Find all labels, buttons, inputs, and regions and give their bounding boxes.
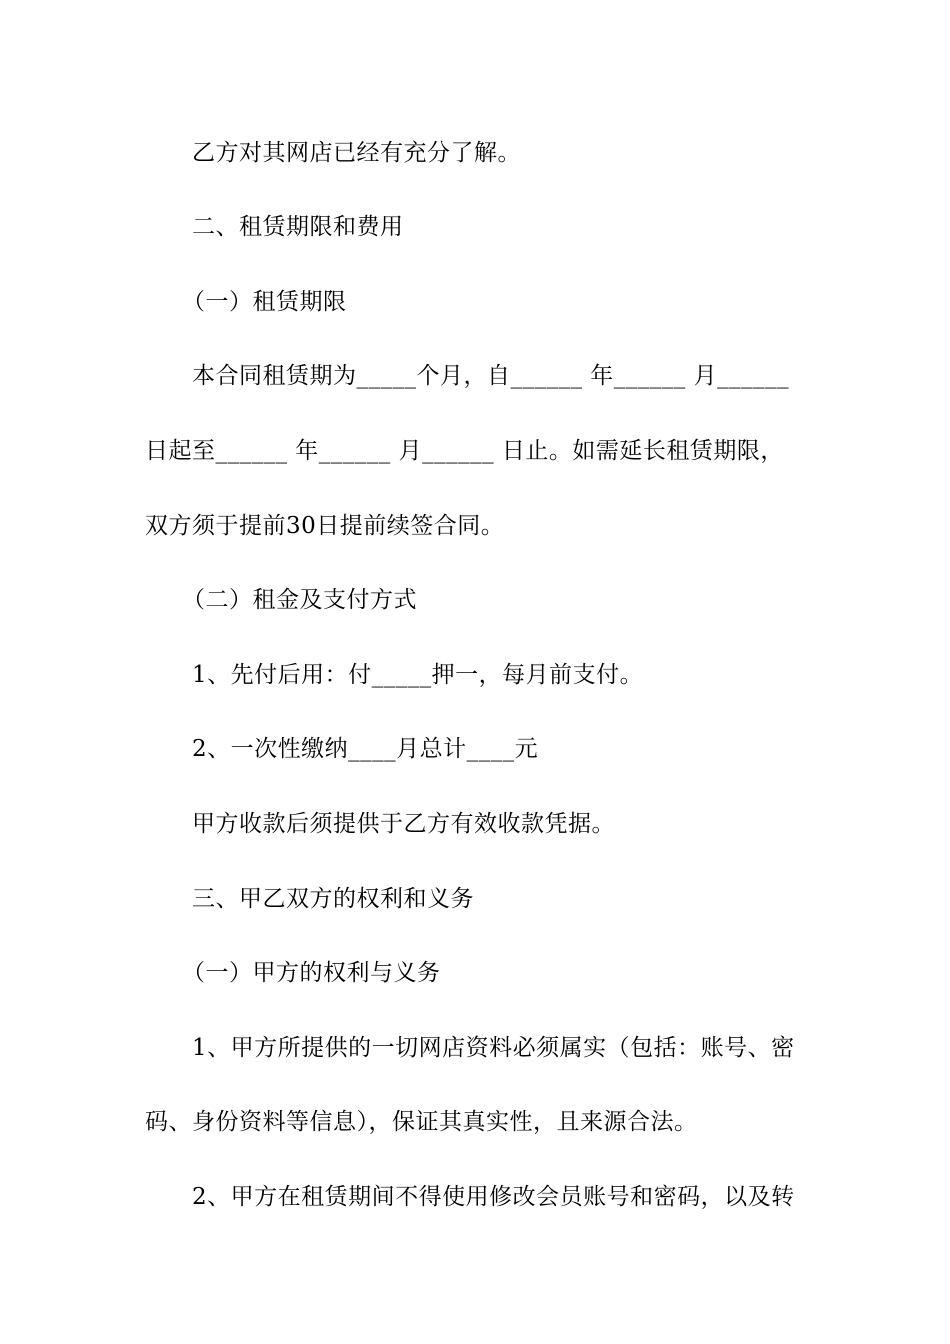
paragraph-line: 双方须于提前30日提前续签合同。 [145, 513, 505, 539]
paragraph-line: 日起至______ 年______ 月______ 日止。如需延长租赁期限， [145, 438, 784, 464]
subsection-heading: （一）甲方的权利与义务 [182, 960, 441, 986]
subsection-heading: （一）租赁期限 [182, 289, 347, 315]
paragraph-line: 2、一次性缴纳____月总计____元 [192, 736, 539, 762]
subsection-heading: （二）租金及支付方式 [182, 587, 417, 613]
paragraph-line: 码、身份资料等信息），保证其真实性，且来源合法。 [145, 1109, 698, 1135]
section-heading: 三、甲乙双方的权利和义务 [192, 886, 474, 912]
paragraph-line: 甲方收款后须提供于乙方有效收款凭据。 [192, 811, 615, 837]
paragraph-line: 1、先付后用：付_____押一，每月前支付。 [192, 662, 644, 688]
paragraph-line: 本合同租赁期为_____个月，自______ 年______ 月______ [192, 363, 790, 389]
paragraph-line: 乙方对其网店已经有充分了解。 [192, 140, 521, 166]
paragraph-line: 2、甲方在租赁期间不得使用修改会员账号和密码，以及转 [192, 1184, 795, 1210]
section-heading: 二、租赁期限和费用 [192, 214, 404, 240]
paragraph-line: 1、甲方所提供的一切网店资料必须属实（包括：账号、密 [192, 1035, 795, 1061]
